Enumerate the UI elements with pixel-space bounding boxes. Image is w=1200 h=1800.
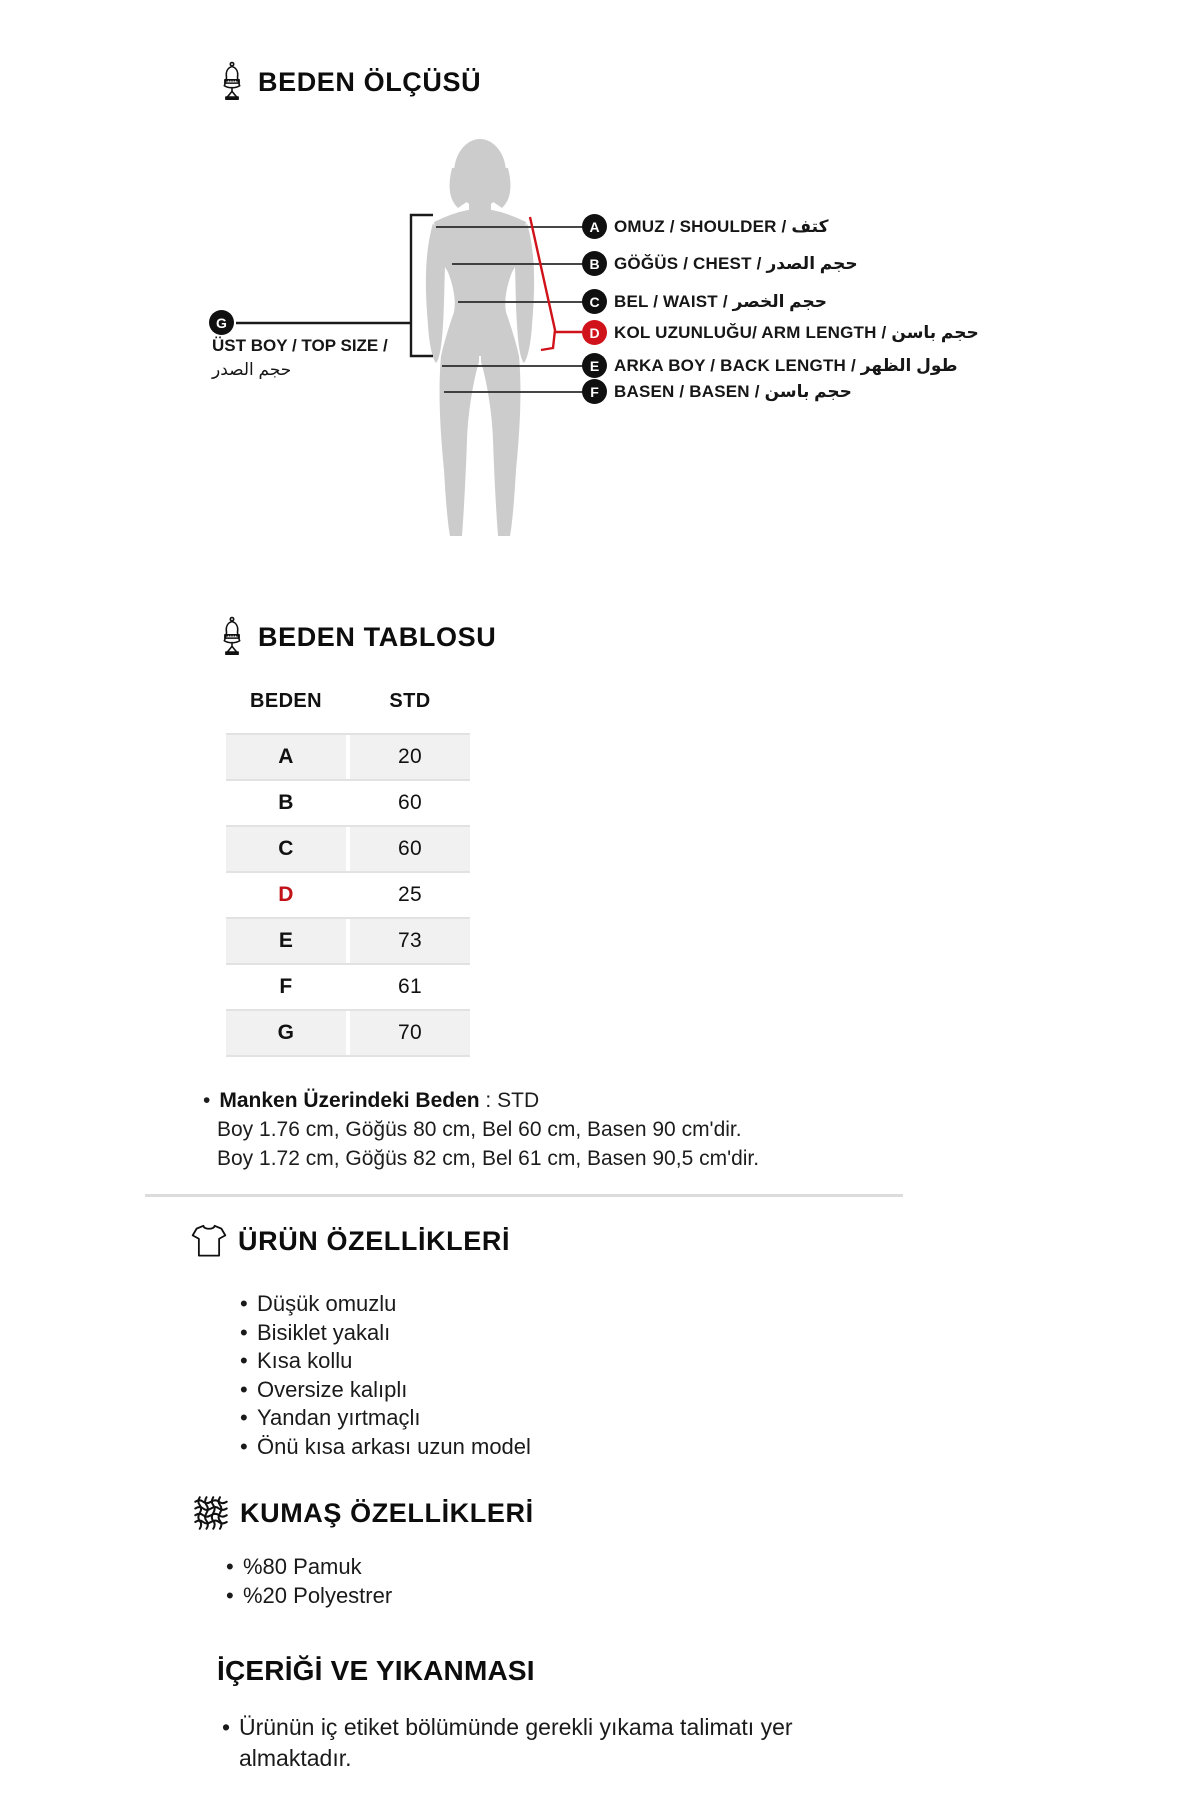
marker-e-badge: [582, 353, 607, 378]
marker-b-badge: [582, 251, 607, 276]
table-row: [226, 781, 470, 827]
female-silhouette: [426, 139, 534, 536]
section-title: ÜRÜN ÖZELLİKLERİ: [238, 1225, 511, 1256]
marker-letter: F: [590, 383, 599, 400]
list-item: • Yandan yırtmaçlı: [240, 1404, 531, 1433]
measure-label-arm: KOL UZUNLUĞU/ ARM LENGTH / حجم باسن: [614, 323, 979, 342]
table-row: [226, 735, 470, 781]
size-value-cell: 60: [350, 827, 470, 871]
mannequin-detail-line: Boy 1.72 cm, Göğüs 82 cm, Bel 61 cm, Basen 90,5 cm'dir.: [217, 1147, 760, 1170]
col-header-std: STD: [389, 690, 431, 712]
marker-c-badge: [582, 289, 607, 314]
marker-letter: C: [589, 293, 600, 310]
fabric-features-heading: [193, 1495, 534, 1531]
size-value-cell: 60: [398, 791, 422, 814]
mannequin-size-info: [203, 1086, 759, 1173]
mannequin-icon: [217, 60, 247, 104]
mannequin-detail-line: Boy 1.76 cm, Göğüs 80 cm, Bel 60 cm, Basen 90 cm'dir.: [217, 1118, 742, 1141]
list-item: • Düşük omuzlu: [240, 1290, 531, 1319]
section-divider: [145, 1194, 903, 1197]
list-item: • Oversize kalıplı: [240, 1376, 531, 1405]
section-title: KUMAŞ ÖZELLİKLERİ: [240, 1497, 534, 1528]
mannequin-size-line: [203, 1086, 759, 1115]
marker-f-badge: [582, 379, 607, 404]
size-table-heading: [217, 615, 496, 659]
measure-label-hip: BASEN / BASEN / حجم باسن: [614, 382, 852, 401]
size-letter-cell: B: [278, 791, 294, 814]
measure-label-shoulder: OMUZ / SHOULDER / كتف: [614, 217, 829, 236]
top-size-line1: ÜST BOY / TOP SIZE /: [212, 336, 388, 355]
size-letter-cell: D: [278, 883, 294, 906]
list-item: • Kısa kollu: [240, 1347, 531, 1376]
measure-label-back: ARKA BOY / BACK LENGTH / طول الظهر: [614, 356, 958, 375]
care-heading: İÇERİĞİ VE YIKANMASI: [217, 1655, 535, 1686]
size-letter-cell: A: [226, 735, 346, 779]
table-row: [226, 1011, 470, 1057]
size-table: [226, 733, 470, 1057]
size-letter-cell: E: [226, 919, 346, 963]
list-item: • Önü kısa arkası uzun model: [240, 1433, 531, 1462]
list-item: • Ürünün iç etiket bölümünde gerekli yıkama talimatı yer almaktadır.: [222, 1712, 837, 1774]
table-row: [226, 827, 470, 873]
top-size-line2: حجم الصدر: [212, 360, 292, 379]
measure-label-waist: BEL / WAIST / حجم الخصر: [614, 292, 828, 311]
marker-letter: B: [589, 255, 600, 272]
list-item: • Bisiklet yakalı: [240, 1319, 531, 1348]
marker-letter: D: [589, 324, 600, 341]
body-measure-diagram: [0, 110, 1200, 560]
product-features-list: [240, 1290, 531, 1461]
size-letter-cell: C: [226, 827, 346, 871]
table-row: [226, 873, 470, 919]
fabric-weave-icon: [193, 1495, 229, 1531]
mannequin-icon: [217, 615, 247, 659]
size-value-cell: 25: [398, 883, 422, 906]
marker-letter: G: [216, 314, 227, 331]
size-value-cell: 70: [350, 1011, 470, 1055]
size-value-cell: 61: [398, 975, 422, 998]
measure-label-chest: GÖĞÜS / CHEST / حجم الصدر: [614, 254, 858, 273]
col-header-beden: BEDEN: [249, 690, 322, 712]
size-value-cell: 73: [350, 919, 470, 963]
fabric-features-list: [226, 1553, 392, 1610]
list-item: • %80 Pamuk: [226, 1553, 392, 1582]
tshirt-icon: [191, 1223, 227, 1259]
care-list: [222, 1712, 837, 1774]
marker-letter: E: [589, 357, 600, 374]
size-table-column-headers: [226, 690, 470, 713]
measure-label-top-size: [212, 334, 388, 382]
table-row: [226, 919, 470, 965]
size-letter-cell: F: [279, 975, 293, 998]
mannequin-size-label: Manken Üzerindeki Beden: [219, 1089, 480, 1112]
mannequin-size-value: STD: [497, 1089, 540, 1112]
size-letter-cell: G: [226, 1011, 346, 1055]
section-title: BEDEN TABLOSU: [258, 621, 497, 652]
table-row: [226, 965, 470, 1011]
list-item: • %20 Polyestrer: [226, 1582, 392, 1611]
marker-d-badge: [582, 320, 607, 345]
section-title: BEDEN ÖLÇÜSÜ: [258, 66, 482, 97]
size-measure-heading: [217, 60, 481, 104]
marker-g-badge: [209, 310, 234, 335]
size-value-cell: 20: [350, 735, 470, 779]
arm-length-line: [530, 217, 582, 350]
marker-letter: A: [589, 218, 600, 235]
mannequin-size-sep: :: [479, 1089, 498, 1112]
marker-a-badge: [582, 214, 607, 239]
product-features-heading: [191, 1223, 510, 1259]
